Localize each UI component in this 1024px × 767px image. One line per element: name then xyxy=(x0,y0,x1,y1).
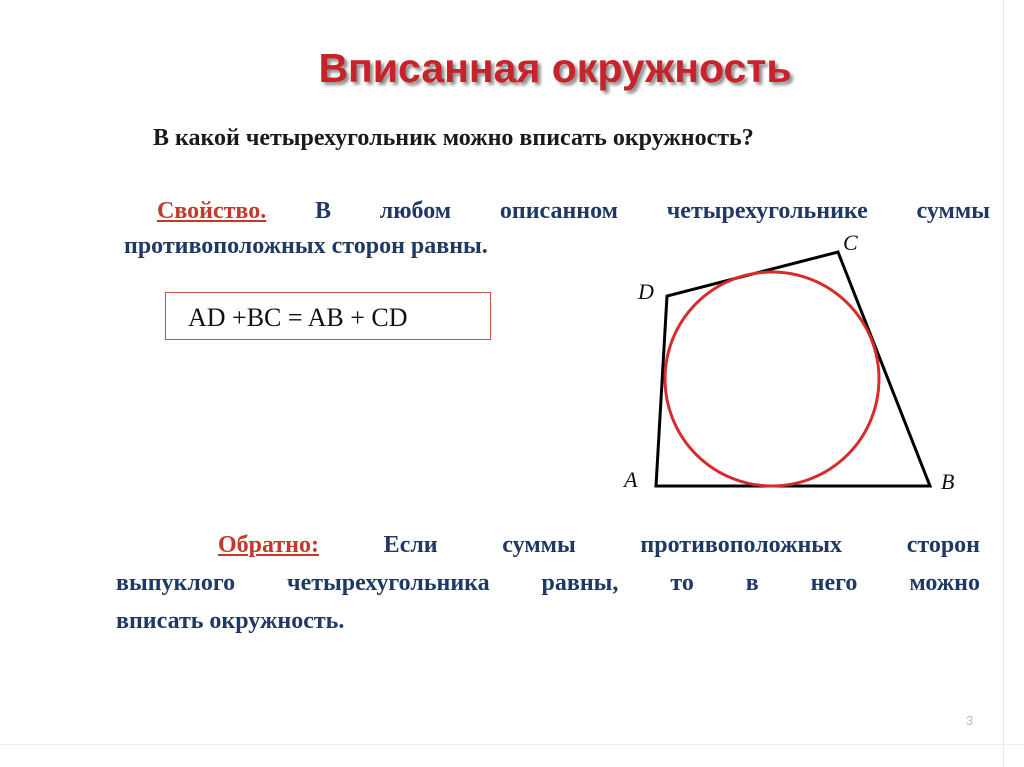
slide-title: Вписанная окружность xyxy=(318,45,792,91)
page-number: 3 xyxy=(966,713,974,728)
converse-line-3-text: вписать окружность. xyxy=(116,608,345,634)
vertex-label-a: A xyxy=(624,467,638,492)
vertex-label-d: D xyxy=(638,279,654,304)
property-label: Свойство. xyxy=(157,198,267,224)
property-line-1-text: В любом описанном четырехугольнике суммы xyxy=(266,198,990,224)
converse-paragraph xyxy=(116,526,980,640)
converse-label: Обратно: xyxy=(218,532,320,558)
inscribed-circle-diagram xyxy=(600,225,980,505)
slide-frame-bottom xyxy=(0,744,1024,745)
converse-line-1-text: Если суммы противоположных сторон xyxy=(319,532,980,558)
slide-frame-right xyxy=(1003,0,1004,767)
converse-line-1 xyxy=(116,526,980,564)
question-text: В какой четырехугольник можно вписать окружность? xyxy=(153,125,754,151)
formula-text: AD +BC = AB + CD xyxy=(188,303,408,332)
inscribed-circle xyxy=(665,272,879,486)
formula-box xyxy=(165,292,491,340)
property-line-1 xyxy=(124,194,990,229)
vertex-label-c: C xyxy=(843,230,858,255)
vertex-label-b: B xyxy=(941,469,955,494)
quadrilateral-abcd xyxy=(656,252,930,486)
converse-line-2-text: выпуклого четырехугольника равны, то в него можно xyxy=(116,570,980,596)
property-line-2-text: противоположных сторон равны. xyxy=(124,233,488,259)
